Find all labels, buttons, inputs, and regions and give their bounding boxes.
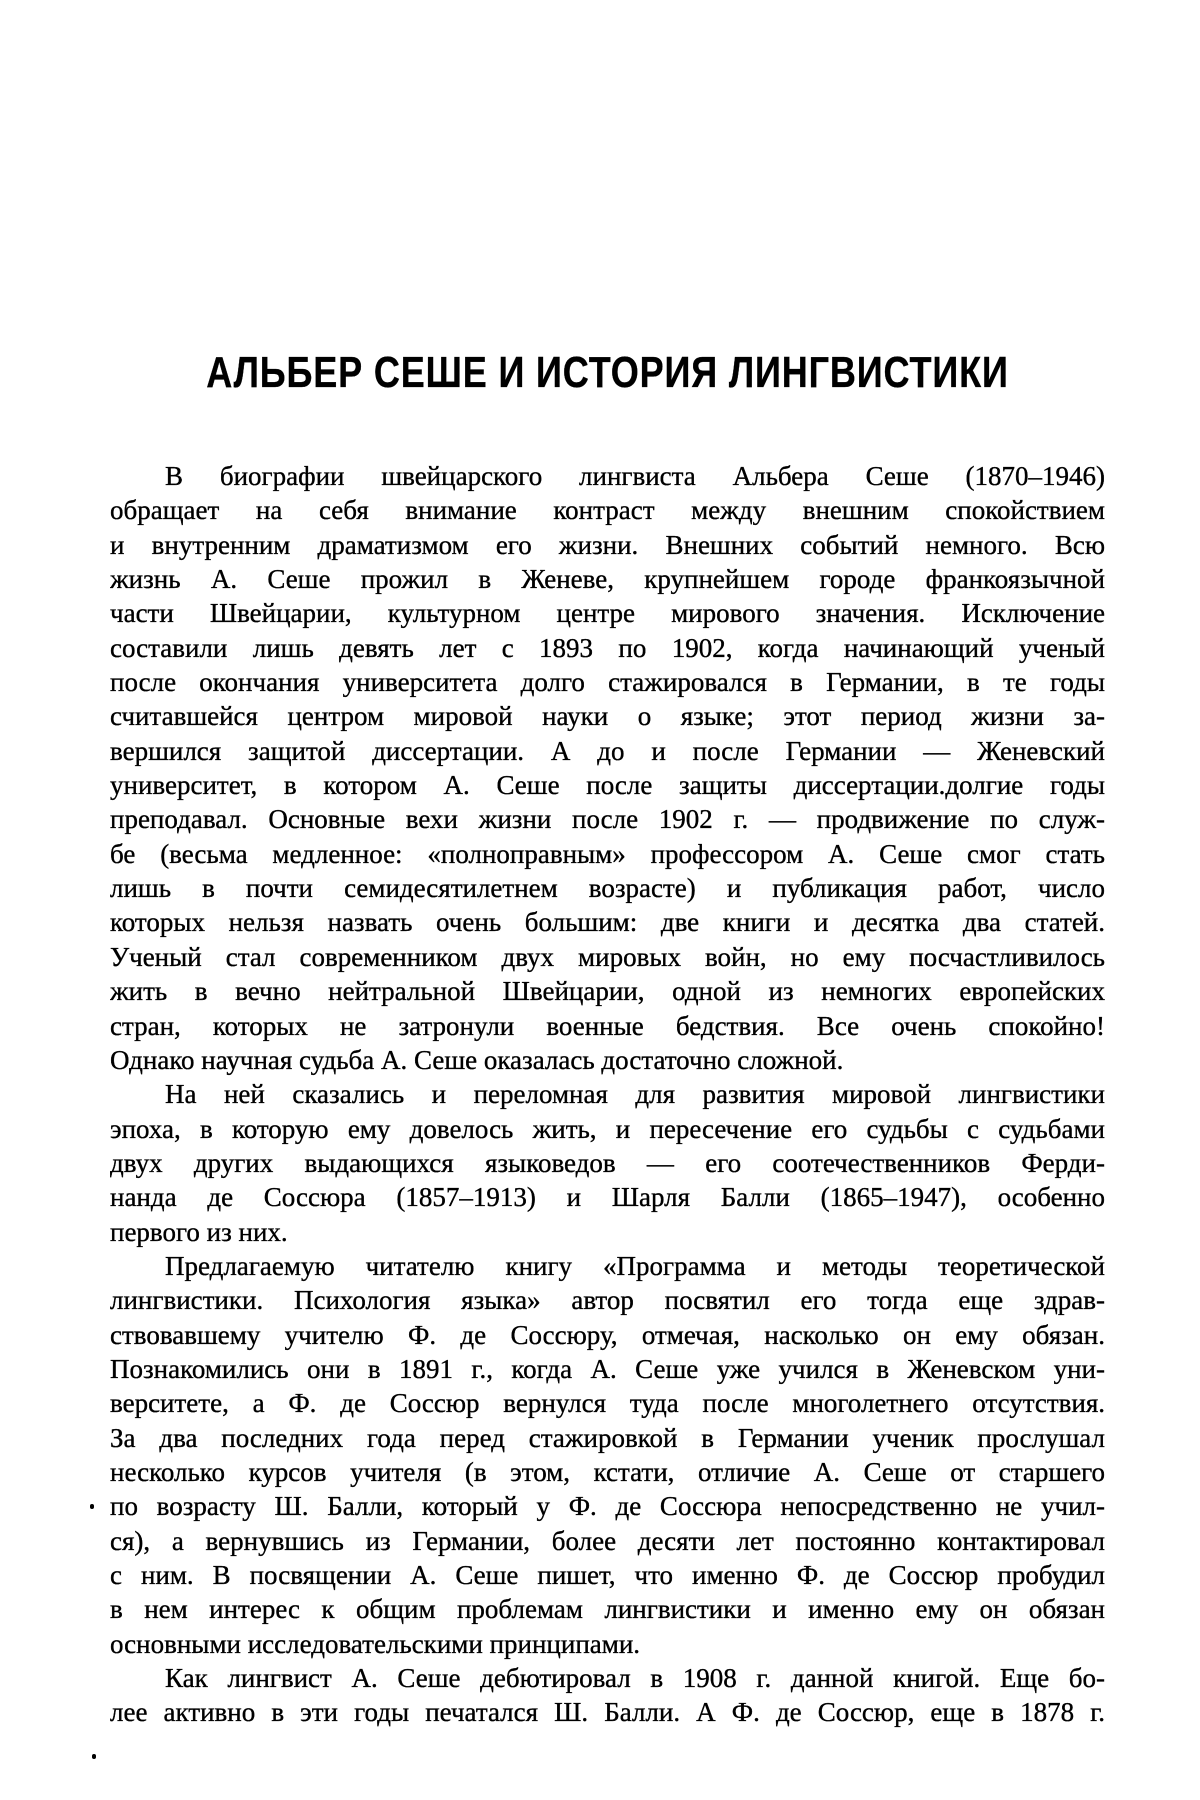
text-line: верситете, а Ф. де Соссюр вернулся туда после многолетнего отсутствия.: [110, 1388, 1105, 1419]
page-title: АЛЬБЕР СЕШЕ И ИСТОРИЯ ЛИНГВИСТИКИ: [206, 348, 1009, 397]
text-line: лингвистики. Психология языка» автор посвятил его тогда еще здрав-: [110, 1285, 1105, 1316]
text-line: считавшейся центром мировой науки о языке; этот период жизни за-: [110, 701, 1105, 732]
text-line: За два последних года перед стажировкой в Германии ученик прослушал: [110, 1422, 1105, 1453]
text-line: бе (весьма медленное: «полноправным» профессором А. Сеше смог стать: [110, 838, 1105, 869]
text-line: Как лингвист А. Сеше дебютировал в 1908 г. данной книгой. Еще бо-: [165, 1663, 1105, 1694]
text-line: ся), а вернувшись из Германии, более десяти лет постоянно контактировал: [110, 1525, 1105, 1556]
text-line: первого из них.: [110, 1216, 288, 1247]
text-line: Предлагаемую читателю книгу «Программа и методы теоретической: [165, 1250, 1105, 1281]
text-line: составили лишь девять лет с 1893 по 1902, когда начинающий ученый: [110, 632, 1105, 663]
text-line: жить в вечно нейтральной Швейцарии, одной из немногих европейских: [110, 976, 1105, 1007]
text-line: после окончания университета долго стажировался в Германии, в те годы: [110, 667, 1105, 698]
text-line: Ученый стал современником двух мировых войн, но ему посчастливилось: [110, 941, 1105, 972]
text-line: по возрасту Ш. Балли, который у Ф. де Соссюра непосредственно не учил-: [110, 1491, 1105, 1522]
text-line: Однако научная судьба А. Сеше оказалась достаточно сложной.: [110, 1044, 844, 1075]
text-line: в нем интерес к общим проблемам лингвистики и именно ему он обязан: [110, 1594, 1105, 1625]
text-line: нанда де Соссюра (1857–1913) и Шарля Балли (1865–1947), особенно: [110, 1182, 1105, 1213]
text-line: преподавал. Основные вехи жизни после 1902 г. — продвижение по служ-: [110, 804, 1105, 835]
text-line: университет, в котором А. Сеше после защиты диссертации.долгие годы: [110, 770, 1105, 801]
text-line: и внутренним драматизмом его жизни. Внешних событий немного. Всю: [110, 529, 1105, 560]
text-line: лишь в почти семидесятилетнем возрасте) и публикация работ, число: [110, 873, 1105, 904]
text-line: двух других выдающихся языковедов — его соотечественников Ферди-: [110, 1147, 1105, 1178]
text-line: ствовавшему учителю Ф. де Соссюру, отмечая, насколько он ему обязан.: [110, 1319, 1105, 1350]
text-line: обращает на себя внимание контраст между внешним спокойствием: [110, 495, 1105, 526]
text-line: Познакомились они в 1891 г., когда А. Сеше уже учился в Женевском уни-: [110, 1353, 1105, 1384]
text-line: жизнь А. Сеше прожил в Женеве, крупнейшем городе франкоязычной: [110, 564, 1105, 595]
text-block: [110, 459, 1105, 1730]
text-line: которых нельзя назвать очень большим: две книги и десятка два статей.: [110, 907, 1105, 938]
text-line: эпоха, в которую ему довелось жить, и пересечение его судьбы с судьбами: [110, 1113, 1105, 1144]
text-line: части Швейцарии, культурном центре мирового значения. Исключение: [110, 598, 1105, 629]
text-line: несколько курсов учителя (в этом, кстати, отличие А. Сеше от старшего: [110, 1456, 1105, 1487]
text-line: с ним. В посвящении А. Сеше пишет, что именно Ф. де Соссюр пробудил: [110, 1560, 1105, 1590]
scan-artifact-dot: [90, 1504, 94, 1509]
text-line: На ней сказались и переломная для развития мировой лингвистики: [165, 1079, 1105, 1110]
text-line: вершился защитой диссертации. А до и после Германии — Женевский: [110, 735, 1105, 766]
scan-artifact-dot: [92, 1754, 96, 1759]
text-line: лее активно в эти годы печатался Ш. Балли. А Ф. де Соссюр, еще в 1878 г.: [110, 1697, 1105, 1728]
text-line: основными исследовательскими принципами.: [110, 1628, 641, 1659]
text-line: стран, которых не затронули военные бедствия. Все очень спокойно!: [110, 1010, 1105, 1041]
text-line: В биографии швейцарского лингвиста Альбера Сеше (1870–1946): [165, 461, 1105, 491]
